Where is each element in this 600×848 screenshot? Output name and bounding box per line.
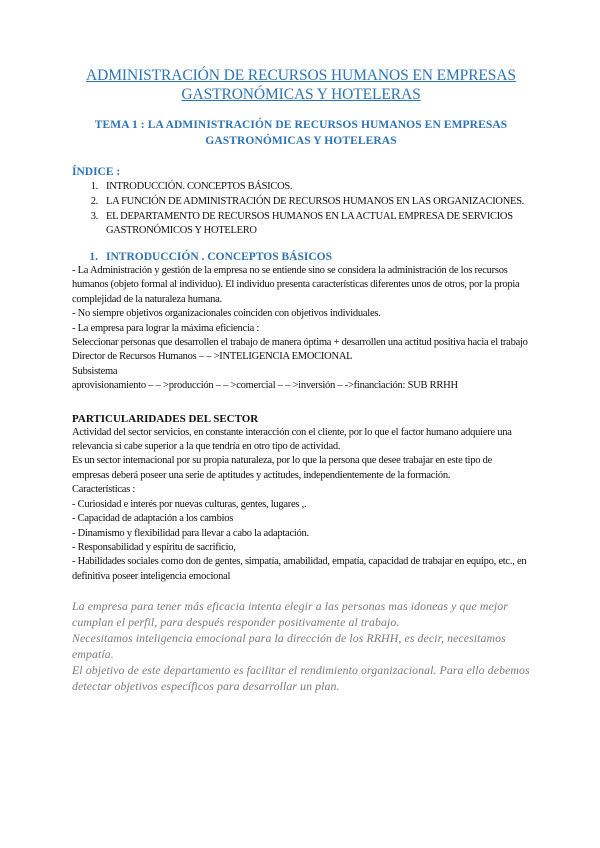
toc-item bbox=[72, 180, 530, 194]
paragraph: Es un sector internacional por su propia naturaleza, por lo que la persona que desee trabajar en este tipo de empresas deberá poseer una serie de aptitudes y actitudes, independientemente de la formación. bbox=[72, 455, 492, 481]
sector-heading: PARTICULARIDADES DEL SECTOR bbox=[72, 412, 259, 425]
note-paragraph: La empresa para tener más eficacia intenta elegir a las personas mas idoneas y que mejor cumplan el perfil, para después responder positivamente al trabajo. bbox=[72, 599, 508, 630]
note-paragraph: Necesitamos inteligencia emocional para la dirección de los RRHH, es decir, necesitamos empatía. bbox=[72, 631, 506, 662]
toc-item-number: 1. bbox=[90, 181, 98, 192]
document-title-line1: ADMINISTRACIÓN DE RECURSOS HUMANOS EN EMPRESAS bbox=[86, 67, 516, 84]
paragraph: Actividad del sector servicios, en constante interacción con el cliente, por lo que el factor humano adquiere una relevancia si cabe superior a la que tendría en otro tipo de actividad. bbox=[72, 426, 512, 453]
section-1-body bbox=[72, 264, 530, 394]
list-item: - Curiosidad e interés por nuevas culturas, gentes, lugares ,. bbox=[72, 498, 307, 510]
paragraph: Características : bbox=[72, 484, 136, 496]
list-item: - Responsabilidad y espíritu de sacrificio, bbox=[72, 541, 236, 553]
paragraph: aprovisionamiento – – >producción – – >comercial – – >inversión – ->financiación: SUB RRHH bbox=[72, 380, 458, 392]
note-paragraph: El objetivo de este departamento es facilitar el rendimiento organizacional. Para ello debemos detectar objetivos específicos para desarrollar un plan. bbox=[72, 663, 530, 694]
paragraph: - La Administración y gestión de la empresa no se entiende sino se considera la administración de los recursos humanos (objeto formal al individuo). El individuo presenta características diferentes unos de otros, por la propia complejidad de la naturaleza humana. bbox=[72, 265, 520, 305]
toc-item-number: 2. bbox=[90, 196, 98, 207]
toc-item-text: INTRODUCCIÓN. CONCEPTOS BÁSICOS. bbox=[106, 181, 293, 192]
tema-title-line2: GASTRONÓMICAS Y HOTELERAS bbox=[205, 134, 397, 147]
list-item: - Dinamismo y flexibilidad para llevar a cabo la adaptación. bbox=[72, 527, 309, 539]
indice-heading: ÍNDICE : bbox=[72, 166, 121, 178]
section-1-number: 1. bbox=[89, 251, 98, 263]
section-1-title: INTRODUCCIÓN . CONCEPTOS BÁSICOS bbox=[106, 251, 332, 263]
paragraph: Seleccionar personas que desarrollen el trabajo de manera óptima + desarrollen una actitud positiva hacia el trabajo bbox=[72, 337, 528, 349]
toc-item-text: LA FUNCIÓN DE ADMINISTRACIÓN DE RECURSOS HUMANOS EN LAS ORGANIZACIONES. bbox=[106, 196, 524, 207]
paragraph: - No siempre objetivos organizacionales coinciden con objetivos individuales. bbox=[72, 308, 381, 320]
paragraph: Director de Recursos Humanos – – >INTELIGENCIA EMOCIONAL bbox=[72, 351, 353, 363]
toc-item-text: EL DEPARTAMENTO DE RECURSOS HUMANOS EN LA ACTUAL EMPRESA DE SERVICIOS GASTRONÓMICOS Y HOTELERO bbox=[106, 211, 513, 236]
list-item: - Habilidades sociales como don de gentes, simpatía, amabilidad, empatía, capacidad de trabajar en equipo, etc., en definitiva poseer inteligencia emocional bbox=[72, 556, 527, 582]
table-of-contents bbox=[72, 180, 530, 238]
toc-item bbox=[72, 195, 530, 209]
document-title bbox=[72, 66, 530, 104]
toc-item bbox=[72, 210, 530, 238]
toc-item-number: 3. bbox=[90, 211, 98, 222]
list-item: - Capacidad de adaptación a los cambios bbox=[72, 513, 234, 525]
paragraph: Subsistema bbox=[72, 365, 118, 377]
handwritten-notes bbox=[72, 598, 530, 694]
document-title-line2: GASTRONÓMICAS Y HOTELERAS bbox=[181, 86, 421, 103]
section-1-heading bbox=[72, 250, 530, 264]
sector-body bbox=[72, 426, 530, 584]
paragraph: - La empresa para lograr la máxima eficiencia : bbox=[72, 322, 260, 334]
tema-title bbox=[72, 118, 530, 149]
tema-title-line1: TEMA 1 : LA ADMINISTRACIÓN DE RECURSOS HUMANOS EN EMPRESAS bbox=[94, 119, 508, 131]
